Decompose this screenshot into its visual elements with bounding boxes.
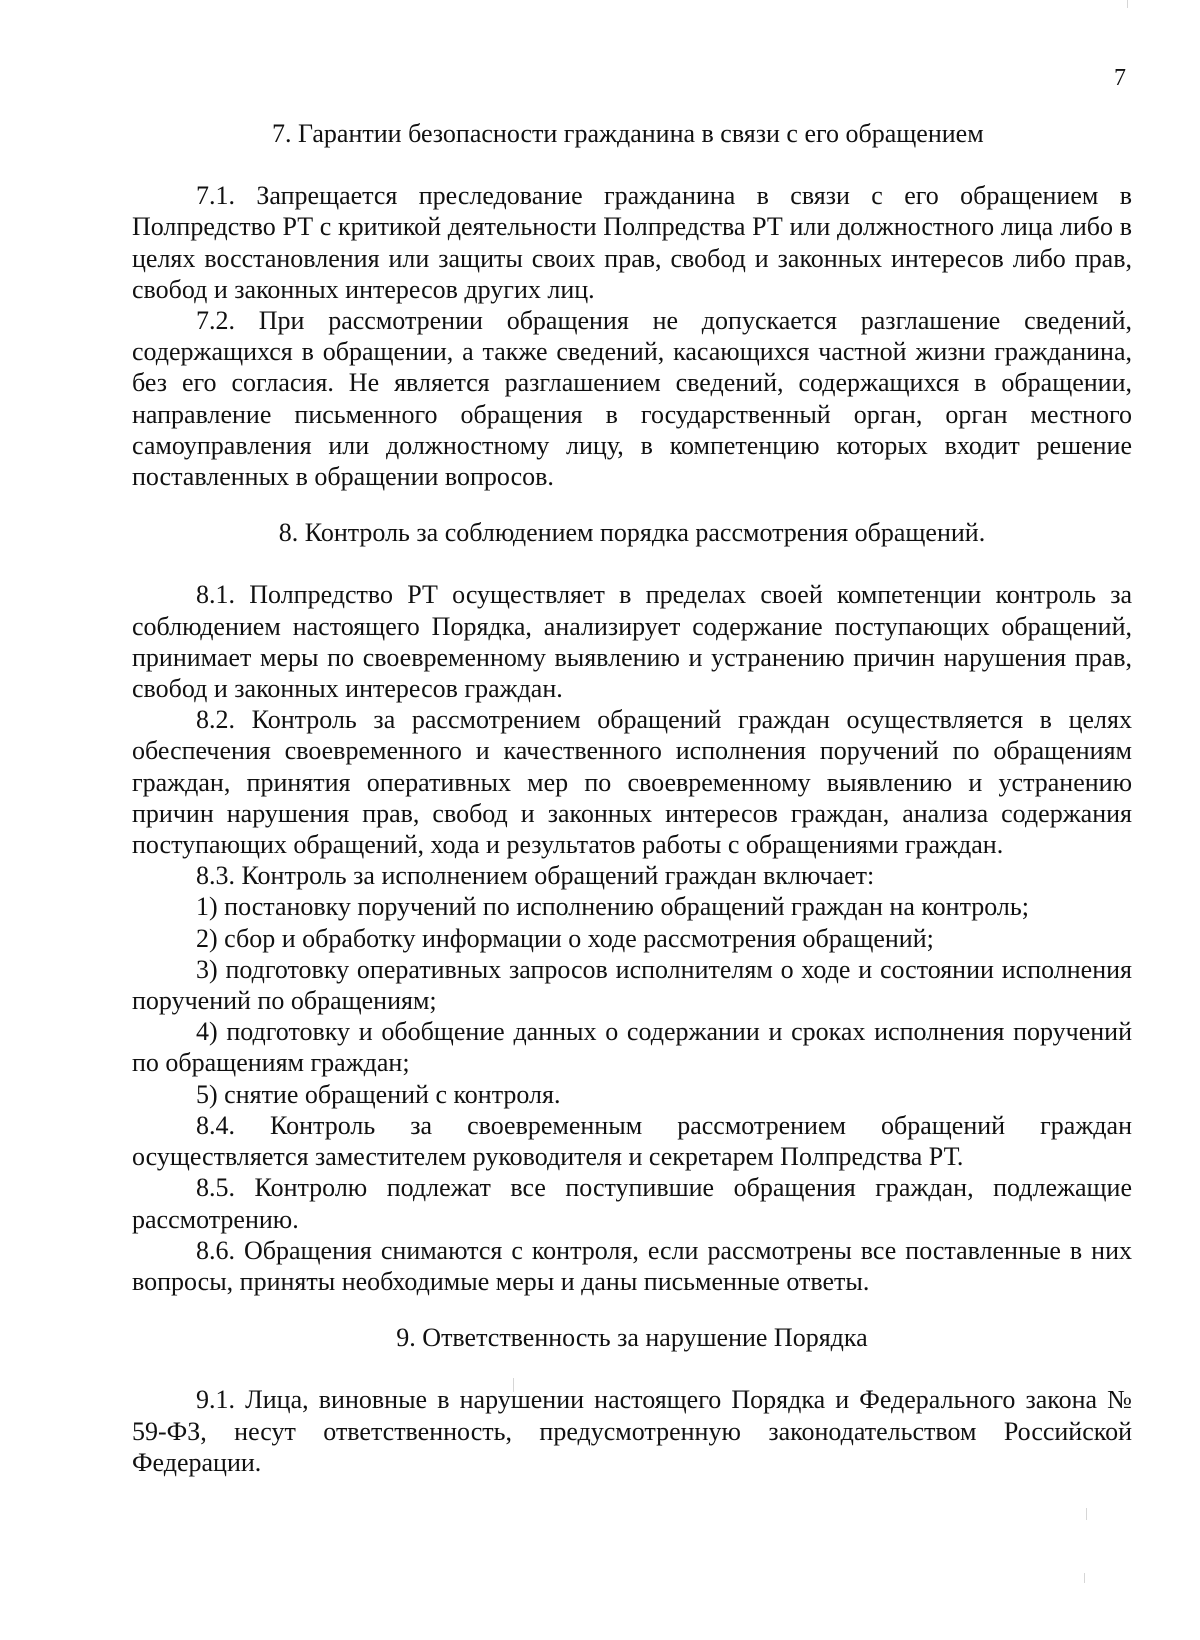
list-item-8-3-2: 2) сбор и обработку информации о ходе рассмотрения обращений; <box>196 923 934 953</box>
paragraph-8-2: 8.2. Контроль за рассмотрением обращений граждан осуществляется в целях обеспечения своевременного и качественного исполнения поручений по обращениям граждан, принятия оперативных мер по своевременному выявлению и устранению причин нарушения прав, свобод и законных интересов граждан, анализа содержания поступающих обращений, хода и результатов работы с обращениями граждан. <box>132 705 1132 860</box>
spacer <box>132 548 1132 579</box>
spacer <box>132 149 1132 180</box>
paragraph-9-1: 9.1. Лица, виновные в нарушении настоящего Порядка и Федерального закона № 59-ФЗ, несут ответственность, предусмотренную законодательством Российской Федерации. <box>132 1385 1132 1477</box>
spacer <box>132 492 1132 517</box>
scan-artifact <box>1084 1573 1085 1583</box>
paragraph-7-1: 7.1. Запрещается преследование гражданина в связи с его обращением в Полпредство РТ с критикой деятельности Полпредства РТ или должностного лица либо в целях восстановления или защиты своих прав, свобод и законных интересов либо прав, свобод и законных интересов других лиц. <box>132 181 1132 304</box>
paragraph-8-6: 8.6. Обращения снимаются с контроля, если рассмотрены все поставленные в них вопросы, приняты необходимые меры и даны письменные ответы. <box>132 1235 1132 1296</box>
paragraph-8-4: 8.4. Контроль за своевременным рассмотрением обращений граждан осуществляется заместителем руководителя и секретарем Полпредства РТ. <box>132 1110 1132 1172</box>
list-item-8-3-4: 4) подготовку и обобщение данных о содержании и сроках исполнения поручений по обращениям граждан; <box>132 1017 1132 1078</box>
spacer <box>132 1353 1132 1384</box>
paragraph-8-1: 8.1. Полпредство РТ осуществляет в пределах своей компетенции контроль за соблюдением настоящего Порядка, анализирует содержание поступающих обращений, принимает меры по своевременному выявлению и устранению причин нарушения прав, свобод и законных интересов граждан. <box>132 580 1132 704</box>
document-body <box>132 118 1132 1478</box>
section-8-heading: 8. Контроль за соблюдением порядка рассмотрения обращений. <box>278 518 986 548</box>
section-9-heading: 9. Ответственность за нарушение Порядка <box>396 1323 868 1353</box>
list-item-8-3-5: 5) снятие обращений с контроля. <box>196 1079 561 1109</box>
list-item-8-3-1: 1) постановку поручений по исполнению обращений граждан на контроль; <box>196 892 1029 922</box>
paragraph-8-3: 8.3. Контроль за исполнением обращений граждан включает: <box>196 861 875 891</box>
section-7-heading: 7. Гарантии безопасности гражданина в связи с его обращением <box>272 119 984 148</box>
scan-artifact <box>1127 0 1128 8</box>
spacer <box>132 1297 1132 1322</box>
page-number: 7 <box>1114 65 1126 91</box>
paragraph-8-5: 8.5. Контролю подлежат все поступившие обращения граждан, подлежащие рассмотрению. <box>132 1173 1132 1234</box>
list-item-8-3-3: 3) подготовку оперативных запросов исполнителям о ходе и состоянии исполнения поручений по обращениям; <box>132 954 1132 1016</box>
scan-artifact <box>1086 1508 1087 1520</box>
paragraph-7-2: 7.2. При рассмотрении обращения не допускается разглашение сведений, содержащихся в обращении, а также сведений, касающихся частной жизни гражданина, без его согласия. Не является разглашением сведений, содержащихся в обращении, направление письменного обращения в государственный орган, орган местного самоуправления или должностному лицу, в компетенцию которых входит решение поставленных в обращении вопросов. <box>132 306 1132 492</box>
